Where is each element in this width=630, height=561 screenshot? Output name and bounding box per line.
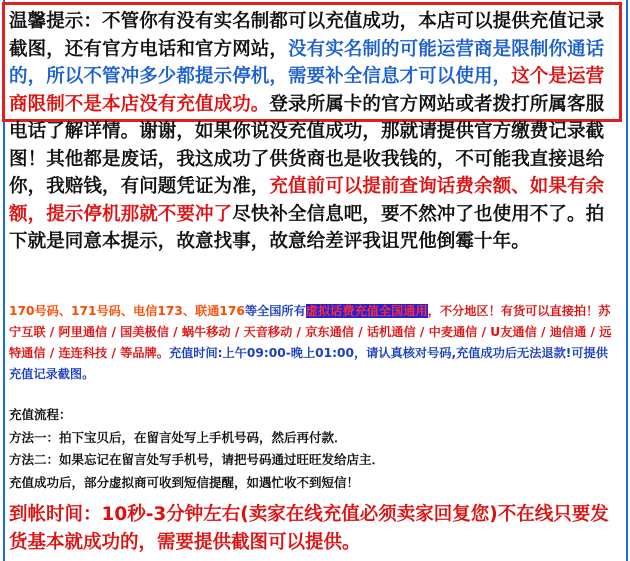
coverage-highlight: 虚拟话费充值全国通用 xyxy=(305,304,428,318)
coverage-numbers: 170号码、171号码、电信173、联通176 xyxy=(9,304,245,318)
recharge-method-1: 方法一：拍下宝贝后，在留言处写上手机号码，然后再付款． xyxy=(9,429,347,445)
recharge-method-2: 方法二：如果忘记在留言处写手机号，请把号码通过旺旺发给店主． xyxy=(9,452,385,467)
coverage-all: 等全国所有 xyxy=(244,304,306,318)
right-border-line xyxy=(626,0,628,561)
notice-body-text: 登录所属卡的官方网站或者拨打所属客服电话了解详情。谢谢，如果你说没充值成功，那就请提供官方缴费记录截图！其他都是废话，我这成功了供货商也是收我钱的，不可能我直接退给你，我赔钱，有问题凭证为准， xyxy=(9,93,605,197)
recharge-flow-section xyxy=(9,404,617,494)
coverage-brands: 有货可以直接拍！苏宁互联 / 阿里通信 / 国美极信 / 蜗牛移动 / 天音移动 / 京东通信 / 话机通信 / 中麦通信 / U友通信 / 迪信通 / 远特通信 / 连连科技 / 等品牌。 xyxy=(9,304,612,360)
notice-closing-text: 尽快补全信息吧，要不然冲了也使用不了。拍下就是同意本提示，故意找事，故意给差评我诅咒他倒霉十年。 xyxy=(9,203,605,252)
coverage-section xyxy=(9,301,617,385)
arrival-time-section: 到帐时间：10秒-3分钟左右(卖家在线充值必须卖家回复您)不在线只要发货基本就成功的，需要提供截图可以提供。 xyxy=(9,504,609,553)
recharge-flow-title: 充值流程： xyxy=(9,407,72,422)
recharge-success-note: 充值成功后，部分虚拟商可收到短信提醒，如遇忙收不到短信！ xyxy=(9,474,360,490)
notice-balance-tip: 充值前可以提前查询话费余额、如果有余额，提示停机那就不要冲了 xyxy=(9,176,605,225)
notice-operator-limit: 这个是运营商限制不是本店没有充值成功。 xyxy=(9,66,605,115)
notice-intro: 温馨提示：不管你有没有实名制都可以充值成功，本店可以提供充值记录截图，还有官方电话和官方网站， xyxy=(9,11,605,60)
notice-realname-warning: 没有实名制的可能运营商是限制你通话的，所以不管冲多少都提示停机，需要补全信息才可以使用， xyxy=(9,38,605,87)
coverage-hours: 充值时间:上午09:00-晚上01:00，请认真核对号码,充值成功后无法退款!可提供充值记录截图。 xyxy=(9,346,608,381)
notice-text xyxy=(9,8,619,256)
coverage-no-region: ，不分地区！ xyxy=(427,304,501,318)
